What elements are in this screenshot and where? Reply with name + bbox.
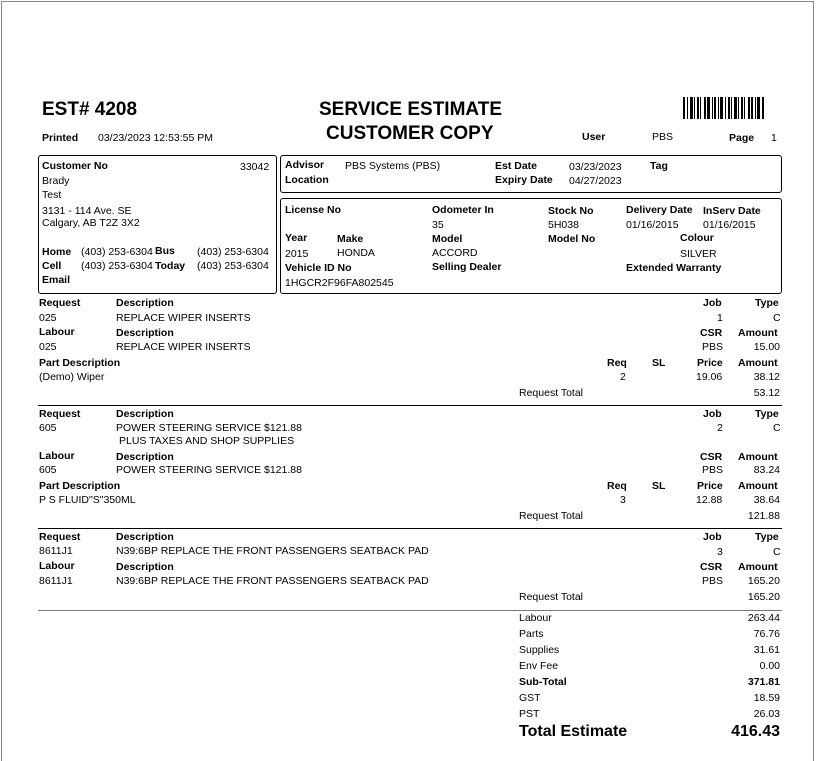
customer-address2: Calgary, AB T2Z 3X2 [42, 217, 140, 229]
make-label: Make [337, 233, 364, 245]
make-value: HONDA [337, 247, 375, 259]
selling-dealer-label: Selling Dealer [432, 261, 502, 273]
parts-total-value: 76.76 [753, 628, 780, 640]
divider [38, 405, 782, 406]
labour-label: Labour [39, 326, 75, 338]
sl-label: SL [652, 357, 666, 369]
pst-label: PST [519, 708, 540, 720]
cell-phone-value: (403) 253-6304 [81, 260, 153, 272]
divider [38, 610, 782, 611]
today-phone-value: (403) 253-6304 [197, 260, 269, 272]
year-label: Year [285, 232, 308, 244]
labour-description-label: Description [116, 327, 174, 339]
description-label: Description [116, 297, 174, 309]
request-description: REPLACE WIPER INSERTS [116, 312, 251, 324]
subtotal-label: Sub-Total [519, 676, 567, 688]
labour-description: REPLACE WIPER INSERTS [116, 341, 251, 353]
printed-value: 03/23/2023 12:53:55 PM [98, 132, 214, 144]
customer-last-name: Test [42, 189, 62, 201]
page-label: Page [729, 132, 755, 144]
csr-label: CSR [700, 451, 723, 463]
extended-warranty-label: Extended Warranty [626, 262, 722, 274]
job-label: Job [703, 297, 722, 309]
estimate-number: EST# 4208 [42, 99, 138, 120]
type-label: Type [755, 531, 779, 543]
request-label: Request [39, 531, 81, 543]
bus-phone-label: Bus [155, 245, 175, 257]
gst-label: GST [519, 692, 541, 704]
est-date-value: 03/23/2023 [569, 161, 622, 173]
part-price: 19.06 [696, 371, 723, 383]
customer-first-name: Brady [42, 175, 70, 187]
odometer-label: Odometer In [432, 204, 494, 216]
document-title: SERVICE ESTIMATE [319, 99, 502, 120]
amount-label: Amount [738, 561, 778, 573]
parts-total-label: Parts [519, 628, 544, 640]
labour-label: Labour [39, 560, 75, 572]
part-req: 2 [620, 371, 626, 383]
page-value: 1 [771, 132, 777, 144]
vin-value: 1HGCR2F96FA802545 [285, 277, 394, 289]
request-description: N39:6BP REPLACE THE FRONT PASSENGERS SEATBACK PAD [116, 545, 429, 557]
job-value: 3 [717, 546, 723, 558]
request-code: 8611J1 [39, 545, 73, 557]
user-label: User [582, 131, 606, 143]
request-total-value: 121.88 [747, 510, 780, 522]
barcode [683, 97, 778, 119]
location-label: Location [285, 174, 329, 186]
request-code: 605 [39, 422, 57, 434]
req-label: Req [607, 357, 627, 369]
customer-no-value: 33042 [240, 161, 270, 173]
document-subtitle: CUSTOMER COPY [326, 123, 494, 144]
request-total-label: Request Total [519, 591, 584, 603]
request-label: Request [39, 297, 81, 309]
delivery-date-label: Delivery Date [626, 204, 693, 216]
job-label: Job [703, 531, 722, 543]
customer-address1: 3131 - 114 Ave. SE [42, 205, 132, 217]
job-value: 2 [717, 422, 723, 434]
supplies-total-label: Supplies [519, 644, 560, 656]
est-date-label: Est Date [495, 160, 538, 172]
price-label: Price [697, 357, 723, 369]
advisor-value: PBS Systems (PBS) [345, 160, 441, 172]
labour-description-label: Description [116, 451, 174, 463]
labour-code: 025 [39, 341, 57, 353]
subtotal-value: 371.81 [747, 676, 780, 688]
delivery-date-value: 01/16/2015 [626, 219, 679, 231]
colour-label: Colour [680, 232, 714, 244]
labour-code: 8611J1 [39, 575, 73, 587]
request-code: 025 [39, 312, 57, 324]
inserv-date-value: 01/16/2015 [703, 219, 756, 231]
total-estimate-label: Total Estimate [519, 723, 628, 740]
request-description-line2: PLUS TAXES AND SHOP SUPPLIES [119, 435, 295, 447]
supplies-total-value: 31.61 [753, 644, 780, 656]
customer-no-label: Customer No [42, 160, 108, 172]
tag-label: Tag [650, 160, 668, 172]
model-value: ACCORD [432, 247, 478, 259]
expiry-date-value: 04/27/2023 [569, 175, 622, 187]
description-label: Description [116, 408, 174, 420]
printed-label: Printed [42, 132, 79, 144]
email-label: Email [42, 274, 71, 286]
csr-value: PBS [702, 575, 724, 587]
request-total-value: 53.12 [753, 387, 780, 399]
labour-label: Labour [39, 450, 75, 462]
home-phone-value: (403) 253-6304 [81, 246, 153, 258]
env-fee-label: Env Fee [519, 660, 559, 672]
sl-label: SL [652, 480, 666, 492]
odometer-value: 35 [432, 219, 444, 231]
vin-label: Vehicle ID No [285, 262, 352, 274]
job-value: 1 [717, 312, 723, 324]
job-label: Job [703, 408, 722, 420]
request-total-label: Request Total [519, 387, 584, 399]
part-amount-label: Amount [738, 357, 778, 369]
csr-value: PBS [702, 464, 724, 476]
csr-label: CSR [700, 327, 723, 339]
labour-description: N39:6BP REPLACE THE FRONT PASSENGERS SEATBACK PAD [116, 575, 429, 587]
cell-phone-label: Cell [42, 260, 62, 272]
request-total-label: Request Total [519, 510, 584, 522]
part-amount: 38.64 [753, 494, 780, 506]
total-estimate-value: 416.43 [731, 723, 780, 740]
advisor-label: Advisor [285, 159, 325, 171]
labour-amount: 15.00 [753, 341, 780, 353]
type-value: C [773, 546, 781, 558]
labour-description: POWER STEERING SERVICE $121.88 [116, 464, 302, 476]
stock-label: Stock No [548, 205, 594, 217]
request-label: Request [39, 408, 81, 420]
model-no-label: Model No [548, 233, 596, 245]
env-fee-value: 0.00 [759, 660, 780, 672]
year-value: 2015 [285, 248, 309, 260]
part-price: 12.88 [696, 494, 723, 506]
labour-total-label: Labour [519, 612, 552, 624]
part-amount: 38.12 [753, 371, 780, 383]
today-phone-label: Today [155, 260, 186, 272]
req-label: Req [607, 480, 627, 492]
description-label: Description [116, 531, 174, 543]
bus-phone-value: (403) 253-6304 [197, 246, 269, 258]
part-req: 3 [620, 494, 626, 506]
part-description: P S FLUID"S"350ML [39, 494, 136, 506]
part-description-label: Part Description [39, 357, 121, 369]
csr-label: CSR [700, 561, 723, 573]
labour-total-value: 263.44 [747, 612, 780, 624]
colour-value: SILVER [680, 248, 717, 260]
csr-value: PBS [702, 341, 724, 353]
divider [38, 528, 782, 529]
request-description: POWER STEERING SERVICE $121.88 [116, 422, 302, 434]
stock-value: 5H038 [548, 219, 579, 231]
type-value: C [773, 422, 781, 434]
gst-value: 18.59 [753, 692, 780, 704]
price-label: Price [697, 480, 723, 492]
amount-label: Amount [738, 451, 778, 463]
labour-code: 605 [39, 464, 57, 476]
license-label: License No [285, 204, 342, 216]
home-phone-label: Home [42, 246, 72, 258]
part-amount-label: Amount [738, 480, 778, 492]
user-value: PBS [652, 131, 674, 143]
part-description: (Demo) Wiper [39, 371, 105, 383]
pst-value: 26.03 [753, 708, 780, 720]
type-label: Type [755, 408, 779, 420]
labour-description-label: Description [116, 561, 174, 573]
request-total-value: 165.20 [747, 591, 780, 603]
labour-amount: 165.20 [747, 575, 780, 587]
model-label: Model [432, 233, 463, 245]
part-description-label: Part Description [39, 480, 121, 492]
amount-label: Amount [738, 327, 778, 339]
expiry-date-label: Expiry Date [495, 174, 553, 186]
type-value: C [773, 312, 781, 324]
inserv-date-label: InServ Date [703, 205, 761, 217]
labour-amount: 83.24 [753, 464, 780, 476]
type-label: Type [755, 297, 779, 309]
